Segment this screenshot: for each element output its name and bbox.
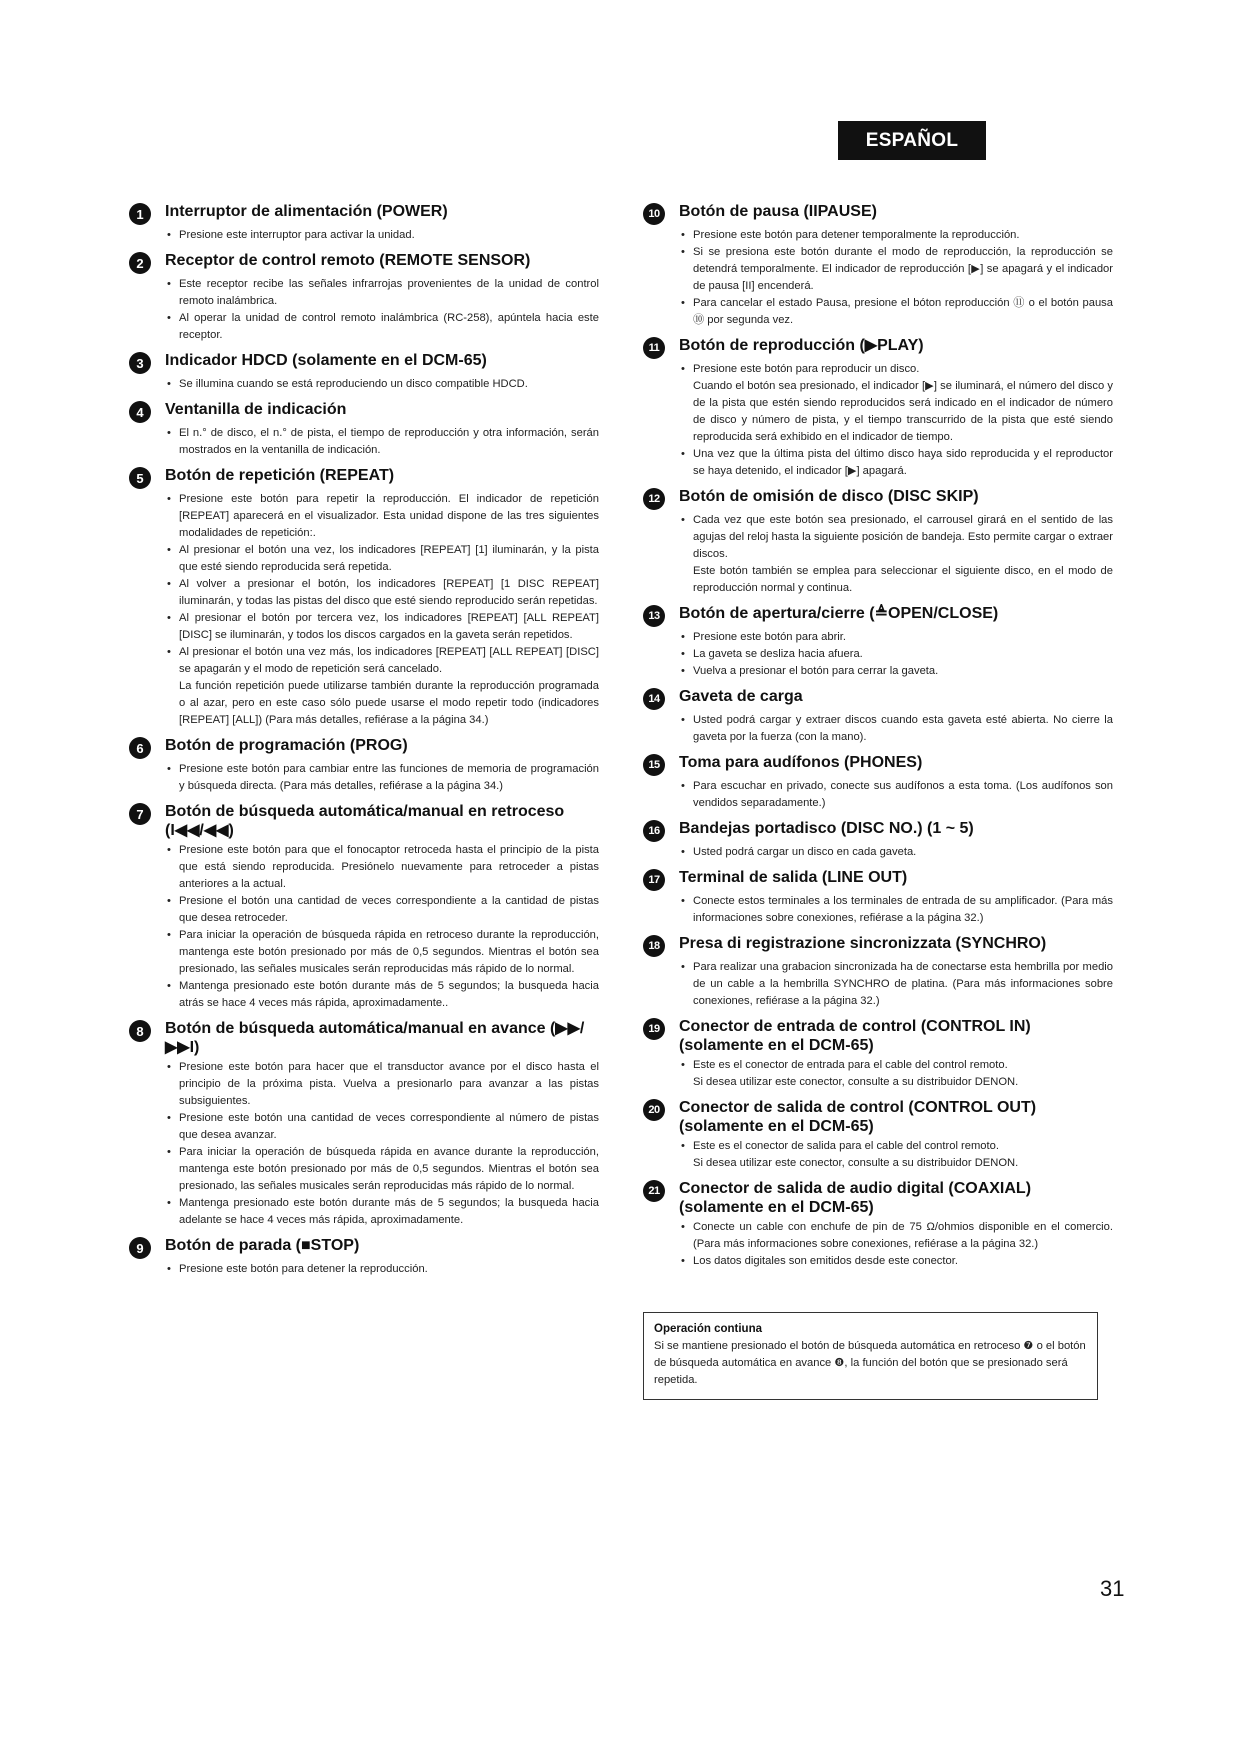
section-item [643,487,1113,597]
section-number-badge: 15 [643,754,665,776]
section-title: Botón de repetición (REPEAT) [165,467,395,484]
section-item [643,604,1113,680]
bullet-paragraph: • Al presionar el botón por tercera vez, los indicadores [REPEAT] [ALL REPEAT] [DISC] se iluminarán, y todos los discos cargados en la gaveta serán repetidos. [165,610,599,644]
section-item [129,736,599,795]
bullet-paragraph: • Este es el conector de salida para el cable del control remoto. [679,1138,1113,1155]
bullet-paragraph: • Para cancelar el estado Pausa, presione el bóton reproducción ⑪ o el botón pausa ⑩ por segunda vez. [679,295,1113,329]
continuation-paragraph: La función repetición puede utilizarse también durante la reproducción programada o al azar, pero en este caso sólo puede usarse el modo repetir todo (indicadores [REPEAT] [ALL]) (Para más detalles, refiérase a la página 34.) [179,680,599,726]
section-title: Conector de salida de audio digital (COAXIAL) (solamente en el DCM-65) [679,1180,1032,1216]
bullet-paragraph: • Para realizar una grabacion sincronizada ha de conectarse esta hembrilla por medio de un cable a la hembrilla SYNCHRO de platina. (Para más informaciones sobre conexiones, refiérase a la página 32.) [679,959,1113,1010]
section-item [129,466,599,729]
section-title: Gaveta de carga [679,688,803,705]
section-item [643,202,1113,329]
section-heading [643,1098,1113,1136]
section-heading [129,351,599,374]
bullet-paragraph: • Usted podrá cargar un disco en cada gaveta. [679,844,1113,861]
section-heading [129,400,599,423]
section-item [643,687,1113,746]
bullet-paragraph: • Cada vez que este botón sea presionado, el carrousel girará en el sentido de las agujas del reloj hasta la siguiente posición de bandeja. Esto permite cargar o extraer discos. [679,512,1113,563]
bullet-paragraph: • Si se presiona este botón durante el modo de reproducción, la reproducción se detendrá temporalmente. El indicador de reproducción [▶] se apagará y el indicador de pausa [II] encenderá. [679,244,1113,295]
section-heading [129,202,599,225]
section-number-badge: 19 [643,1018,665,1040]
section-heading [643,1017,1113,1055]
continuation-paragraph: Cuando el botón sea presionado, el indicador [▶] se iluminará, el número del disco y de la pista que estén siendo reproducidos será indicado en el indicador de número de disco y número de pista, y el tiempo transcurrido de la pista que esté siendo reproducida será exhibido en el indicador de tiempo. [693,380,1113,443]
section-number-badge: 20 [643,1099,665,1121]
section-item [129,400,599,459]
bullet-paragraph: • Presione este botón para reproducir un disco. [679,361,1113,378]
section-item [129,202,599,244]
section-number-badge: 17 [643,869,665,891]
section-number-badge: 16 [643,820,665,842]
bullet-paragraph: • Presione este botón para detener temporalmente la reproducción. [679,227,1113,244]
page-number: 31 [1100,1576,1125,1601]
section-title: Receptor de control remoto (REMOTE SENSOR) [165,252,531,269]
bullet-paragraph: • Presione este botón para detener la reproducción. [165,1261,599,1278]
section-heading [129,251,599,274]
section-item [129,1236,599,1278]
section-title: Botón de programación (PROG) [165,737,408,754]
section-title: Conector de entrada de control (CONTROL IN) (solamente en el DCM-65) [679,1018,1031,1054]
section-title: Ventanilla de indicación [165,401,347,418]
continuation-paragraph: Este botón también se emplea para seleccionar el siguiente disco, en el modo de reproducción normal y continua. [693,565,1113,594]
section-title: Conector de salida de control (CONTROL OUT) (solamente en el DCM-65) [679,1099,1037,1135]
section-item [643,934,1113,1010]
section-title: Terminal de salida (LINE OUT) [679,869,908,886]
section-title: Toma para audífonos (PHONES) [679,754,923,771]
bullet-paragraph: • Para iniciar la operación de búsqueda rápida en retroceso durante la reproducción, mantenga este botón presionado por más de 0,5 segundos. Mientras el botón sea presionado, las señales musicales serán reproducidas más rápido de lo normal. [165,927,599,978]
bullet-paragraph: • Mantenga presionado este botón durante más de 5 segundos; la busqueda hacia adelante se hace 4 veces más rápida, aproximadamente. [165,1195,599,1229]
section-heading [643,687,1113,710]
bullet-paragraph: • Usted podrá cargar y extraer discos cuando esta gaveta esté abierta. No cierre la gaveta por la fuerza (con la mano). [679,712,1113,746]
section-heading [643,202,1113,225]
bullet-paragraph: • Presione este botón para cambiar entre las funciones de memoria de programación y búsqueda directa. (Para más detalles, refiérase a la página 34.) [165,761,599,795]
section-item [643,1098,1113,1172]
bullet-paragraph: • Vuelva a presionar el botón para cerrar la gaveta. [679,663,1113,680]
left-column [129,202,599,1285]
section-number-badge: 1 [129,203,151,225]
bullet-paragraph: • Presione este botón para que el fonocaptor retroceda hasta el principio de la pista que está siendo reproducida. Presiónelo nuevamente para retroceder a pistas anteriores a la actual. [165,842,599,893]
section-heading [129,802,599,840]
section-title: Botón de apertura/cierre (≜OPEN/CLOSE) [679,605,999,622]
section-item [129,251,599,344]
bullet-paragraph: • Al volver a presionar el botón, los indicadores [REPEAT] [1 DISC REPEAT] iluminarán, y todas las pistas del disco que esté siendo reproducido serán repetidas. [165,576,599,610]
section-item [129,1019,599,1229]
section-heading [643,753,1113,776]
section-heading [643,336,1113,359]
section-item [643,868,1113,927]
bullet-paragraph: • Para escuchar en privado, conecte sus audífonos a esta toma. (Los audífonos son vendidos separadamente.) [679,778,1113,812]
section-heading [643,819,1113,842]
bullet-paragraph: • Presione este botón una cantidad de veces correspondiente al número de pistas que desea avanzar. [165,1110,599,1144]
section-number-badge: 2 [129,252,151,274]
section-item [643,1017,1113,1091]
bullet-paragraph: • Se illumina cuando se está reproduciendo un disco compatible HDCD. [165,376,599,393]
section-heading [643,934,1113,957]
bullet-paragraph: • Conecte un cable con enchufe de pin de 75 Ω/ohmios disponible en el comercio. (Para más informaciones sobre conexiones, refiérase a la página 32.) [679,1219,1113,1253]
section-heading [129,466,599,489]
section-title: Botón de pausa (IIPAUSE) [679,203,877,220]
section-title: Presa di registrazione sincronizzata (SYNCHRO) [679,935,1047,952]
section-number-badge: 12 [643,488,665,510]
section-heading [129,736,599,759]
section-number-badge: 11 [643,337,665,359]
section-item [643,753,1113,812]
section-heading [129,1019,599,1057]
bullet-paragraph: • Presione este botón para abrir. [679,629,1113,646]
section-number-badge: 7 [129,803,151,825]
section-number-badge: 10 [643,203,665,225]
section-item [129,802,599,1012]
bullet-paragraph: • El n.° de disco, el n.° de pista, el tiempo de reproducción y otra información, serán mostrados en la ventanilla de indicación. [165,425,599,459]
bullet-paragraph: • Los datos digitales son emitidos desde este conector. [679,1253,1113,1270]
note-box [643,1312,1098,1400]
section-number-badge: 9 [129,1237,151,1259]
section-number-badge: 6 [129,737,151,759]
section-heading [643,604,1113,627]
bullet-paragraph: • Al presionar el botón una vez más, los indicadores [REPEAT] [ALL REPEAT] [DISC] se apagarán y el modo de repetición será cancelado. [165,644,599,678]
section-title: Bandejas portadisco (DISC NO.) (1 ~ 5) [679,820,974,837]
bullet-paragraph: • Este es el conector de entrada para el cable del control remoto. [679,1057,1113,1074]
section-number-badge: 3 [129,352,151,374]
note-title: Operación contiuna [654,1323,762,1335]
section-number-badge: 18 [643,935,665,957]
bullet-paragraph: • Presione este botón para repetir la reproducción. El indicador de repetición [REPEAT] aparecerá en el visualizador. Esta unidad dispone de las tres siguientes modalidades de repetición:. [165,491,599,542]
section-heading [643,868,1113,891]
note-text: Si se mantiene presionado el botón de búsqueda automática en retroceso ❼ o el botón de búsqueda automática en avance ❽, la función del botón que se presionado será repetida. [654,1340,1086,1386]
bullet-paragraph: • Presione este interruptor para activar la unidad. [165,227,599,244]
section-number-badge: 13 [643,605,665,627]
section-title: Indicador HDCD (solamente en el DCM-65) [165,352,487,369]
bullet-paragraph: • Al presionar el botón una vez, los indicadores [REPEAT] [1] iluminarán, y la pista que esté siendo reproducida será repetida. [165,542,599,576]
section-title: Botón de parada (■STOP) [165,1237,360,1254]
bullet-paragraph: • La gaveta se desliza hacia afuera. [679,646,1113,663]
section-title: Interruptor de alimentación (POWER) [165,203,448,220]
section-title: Botón de omisión de disco (DISC SKIP) [679,488,979,505]
bullet-paragraph: • Presione este botón para hacer que el transductor avance por el disco hasta el principio de la próxima pista. Vuelva a presionarlo para avanzar a las pistas subsiguientes. [165,1059,599,1110]
bullet-paragraph: • Una vez que la última pista del último disco haya sido reproducida y el reproductor se haya detenido, el indicador [▶] apagará. [679,446,1113,480]
language-badge: ESPAÑOL [838,121,986,160]
continuation-paragraph: Si desea utilizar este conector, consulte a su distribuidor DENON. [693,1076,1019,1088]
bullet-paragraph: • Para iniciar la operación de búsqueda rápida en avance durante la reproducción, mantenga este botón presionado por más de 0,5 segundos. Mientras el botón sea presionado, las señales musicales serán reproducidas más rápido de lo normal. [165,1144,599,1195]
bullet-paragraph: • Presione el botón una cantidad de veces correspondiente a la cantidad de pistas que desea retroceder. [165,893,599,927]
bullet-paragraph: • Este receptor recibe las señales infrarrojas provenientes de la unidad de control remoto inalámbrica. [165,276,599,310]
section-item [643,819,1113,861]
right-column [643,202,1113,1277]
section-heading [643,487,1113,510]
section-title: Botón de búsqueda automática/manual en avance (▶▶/▶▶I) [165,1020,585,1056]
section-number-badge: 5 [129,467,151,489]
section-number-badge: 14 [643,688,665,710]
section-item [129,351,599,393]
section-title: Botón de reproducción (▶PLAY) [679,337,924,354]
section-number-badge: 21 [643,1180,665,1202]
bullet-paragraph: • Al operar la unidad de control remoto inalámbrica (RC-258), apúntela hacia este receptor. [165,310,599,344]
section-number-badge: 4 [129,401,151,423]
bullet-paragraph: • Conecte estos terminales a los terminales de entrada de su amplificador. (Para más informaciones sobre conexiones, refiérase a la página 32.) [679,893,1113,927]
section-title: Botón de búsqueda automática/manual en retroceso (I◀◀/◀◀) [165,803,565,839]
continuation-paragraph: Si desea utilizar este conector, consulte a su distribuidor DENON. [693,1157,1019,1169]
section-number-badge: 8 [129,1020,151,1042]
section-heading [643,1179,1113,1217]
section-item [643,1179,1113,1270]
bullet-paragraph: • Mantenga presionado este botón durante más de 5 segundos; la busqueda hacia atrás se hace 4 veces más rápida, aproximadamente.. [165,978,599,1012]
section-item [643,336,1113,480]
section-heading [129,1236,599,1259]
